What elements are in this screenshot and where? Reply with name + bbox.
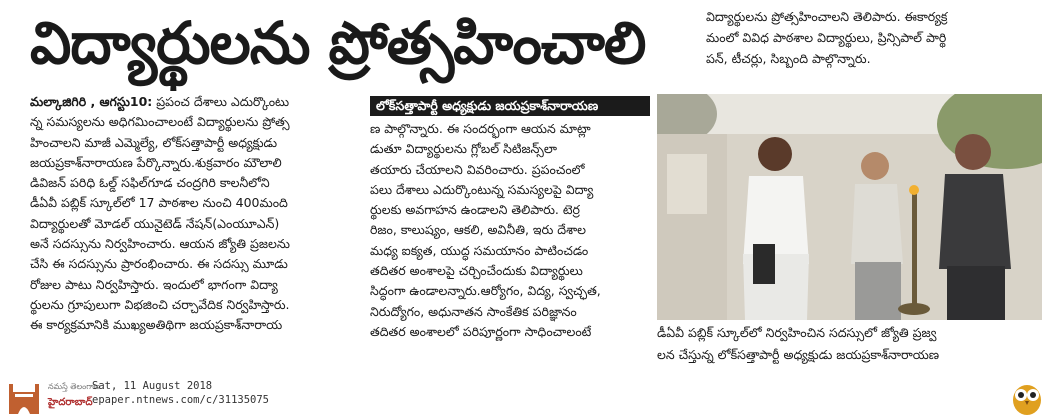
text-line: రోజుల పాటు నిర్వహిస్తారు. ఇందులో భాగంగా విద్యా: [30, 276, 278, 292]
text-line: డీఏవీ పబ్లిక్ స్కూల్‌లో 17 పాఠశాల నుంచి 400మంది: [30, 195, 288, 211]
text-line: [30, 92, 350, 112]
text-line: పన్, టీచర్లు, సిబ్బంది పాల్గొన్నారు.: [706, 51, 871, 66]
text-line: తదితర అంశాలలో పరిపూర్ణంగా సాధించాలంటే: [370, 323, 592, 339]
text-line: హించాలని మాజీ ఎమ్మెల్యే, లోక్‌సత్తాపార్టీ అధ్యక్షుడు: [30, 134, 278, 150]
text-line: విద్యార్థులతో మోడల్ యునైటెడ్ నేషన్(ఎంయూఎన్): [30, 215, 280, 231]
headline: విద్యార్థులను ప్రోత్సహించాలి: [30, 9, 646, 77]
text-line: నిరుద్యోగం, అధునాతన సాంకేతిక పరిజ్ఞానం: [370, 303, 577, 319]
text-line: జయప్రకాశ్‌నారాయణ పేర్కొన్నారు.శుక్రవారం మౌలాలి: [30, 154, 282, 170]
text-line: విద్యార్థులను ప్రోత్సహించాలని తెలిపారు. ఈకార్యక్ర: [706, 9, 948, 24]
edition-url: epaper.ntnews.com/c/31135075: [92, 394, 270, 406]
text-line-rest: ప్రపంచ దేశాలు ఎదుర్కొంటు: [156, 94, 290, 109]
text-line: న్న సమస్యలను అధిగమించాలంటే విద్యార్థులను ప్రోత్స: [30, 114, 290, 130]
photo-caption: [657, 322, 1042, 366]
article-column-2: [370, 96, 650, 342]
owl-mascot-icon: [1010, 378, 1044, 416]
caption-line: లన చేస్తున్న లోక్‌సత్తాపార్టీ అధ్యక్షుడు జయప్రకాశ్‌నారాయణ: [657, 347, 940, 362]
text-line: తయారు చేయాలని వివరించారు. ప్రపంచంలో: [370, 161, 585, 177]
photo-illustration: [657, 94, 1042, 320]
text-line: ఈ కార్యక్రమానికి ముఖ్యఅతిథిగా జయప్రకాశ్‌నారాయ: [30, 317, 283, 333]
text-line: ర్థులను గ్రూపులుగా విభజించి చర్చావేదిక నిర్వహిస్తారు.: [30, 296, 290, 312]
text-line: ణ పాల్గొన్నారు. ఈ సందర్భంగా ఆయన మాట్లా: [370, 121, 591, 136]
text-line: అనే సదస్సును నిర్వహించారు. ఆయన జ్యోతి ప్రజలను: [30, 236, 290, 252]
text-line: పలు దేశాలు ఎదుర్కొంటున్న సమస్యలపై విద్యా: [370, 181, 594, 197]
article-column-1: [30, 92, 350, 336]
news-photo: [657, 94, 1042, 320]
footer: [0, 374, 1049, 418]
edition-date: Sat, 11 August 2018: [92, 380, 213, 392]
brand-city: హైదరాబాద్: [48, 397, 93, 408]
text-line: రిజం, కాలుష్యం, ఆకలి, అవినీతి, ఇరు దేశాల: [370, 222, 586, 238]
top-right-text-block: [706, 6, 1026, 69]
brand-small: నమస్తే తెలంగాణ: [48, 382, 101, 391]
text-line: డుతూ విద్యార్థులను గ్లోబల్ సిటిజన్స్‌లా: [370, 141, 557, 157]
dateline: మల్కాజిగిరి , ఆగస్టు10:: [30, 94, 153, 109]
text-line: తదితర అంశాలపై చర్చించేందుకు విద్యార్థులు: [370, 263, 583, 279]
text-line: డివిజన్ పరిధి ఓల్డ్ సఫిల్‌గూడ చంద్రగిరి కాలనీలోని: [30, 175, 270, 191]
text-line: ర్థులకు అవగాహన ఉండాలని తెలిపారు. టెర్ర: [370, 202, 580, 218]
subheading-banner: లోక్‌సత్తాపార్టీ అధ్యక్షుడు జయప్రకాశ్‌నారాయణ: [370, 96, 650, 116]
text-line: చేసి ఈ సదస్సును ప్రారంభించారు. ఈ సదస్సు మూడు: [30, 256, 288, 272]
text-line: సిద్ధంగా ఉండాలన్నారు.ఆర్యోగం, విద్య, స్వచ్ఛత,: [370, 283, 601, 299]
text-line: మధ్య ఐక్యత, యుద్ధ సమయానం పాటించడం: [370, 242, 589, 258]
text-line: మంలో వివిధ పాఠశాల విద్యార్థులు, ప్రిన్సిపాల్ పార్థి: [706, 30, 947, 45]
charminar-logo-icon: [4, 378, 44, 416]
caption-line: డీఏవీ పబ్లిక్ స్కూల్‌లో నిర్వహించిన సదస్సులో జ్యోతి ప్రజ్వ: [657, 325, 937, 340]
